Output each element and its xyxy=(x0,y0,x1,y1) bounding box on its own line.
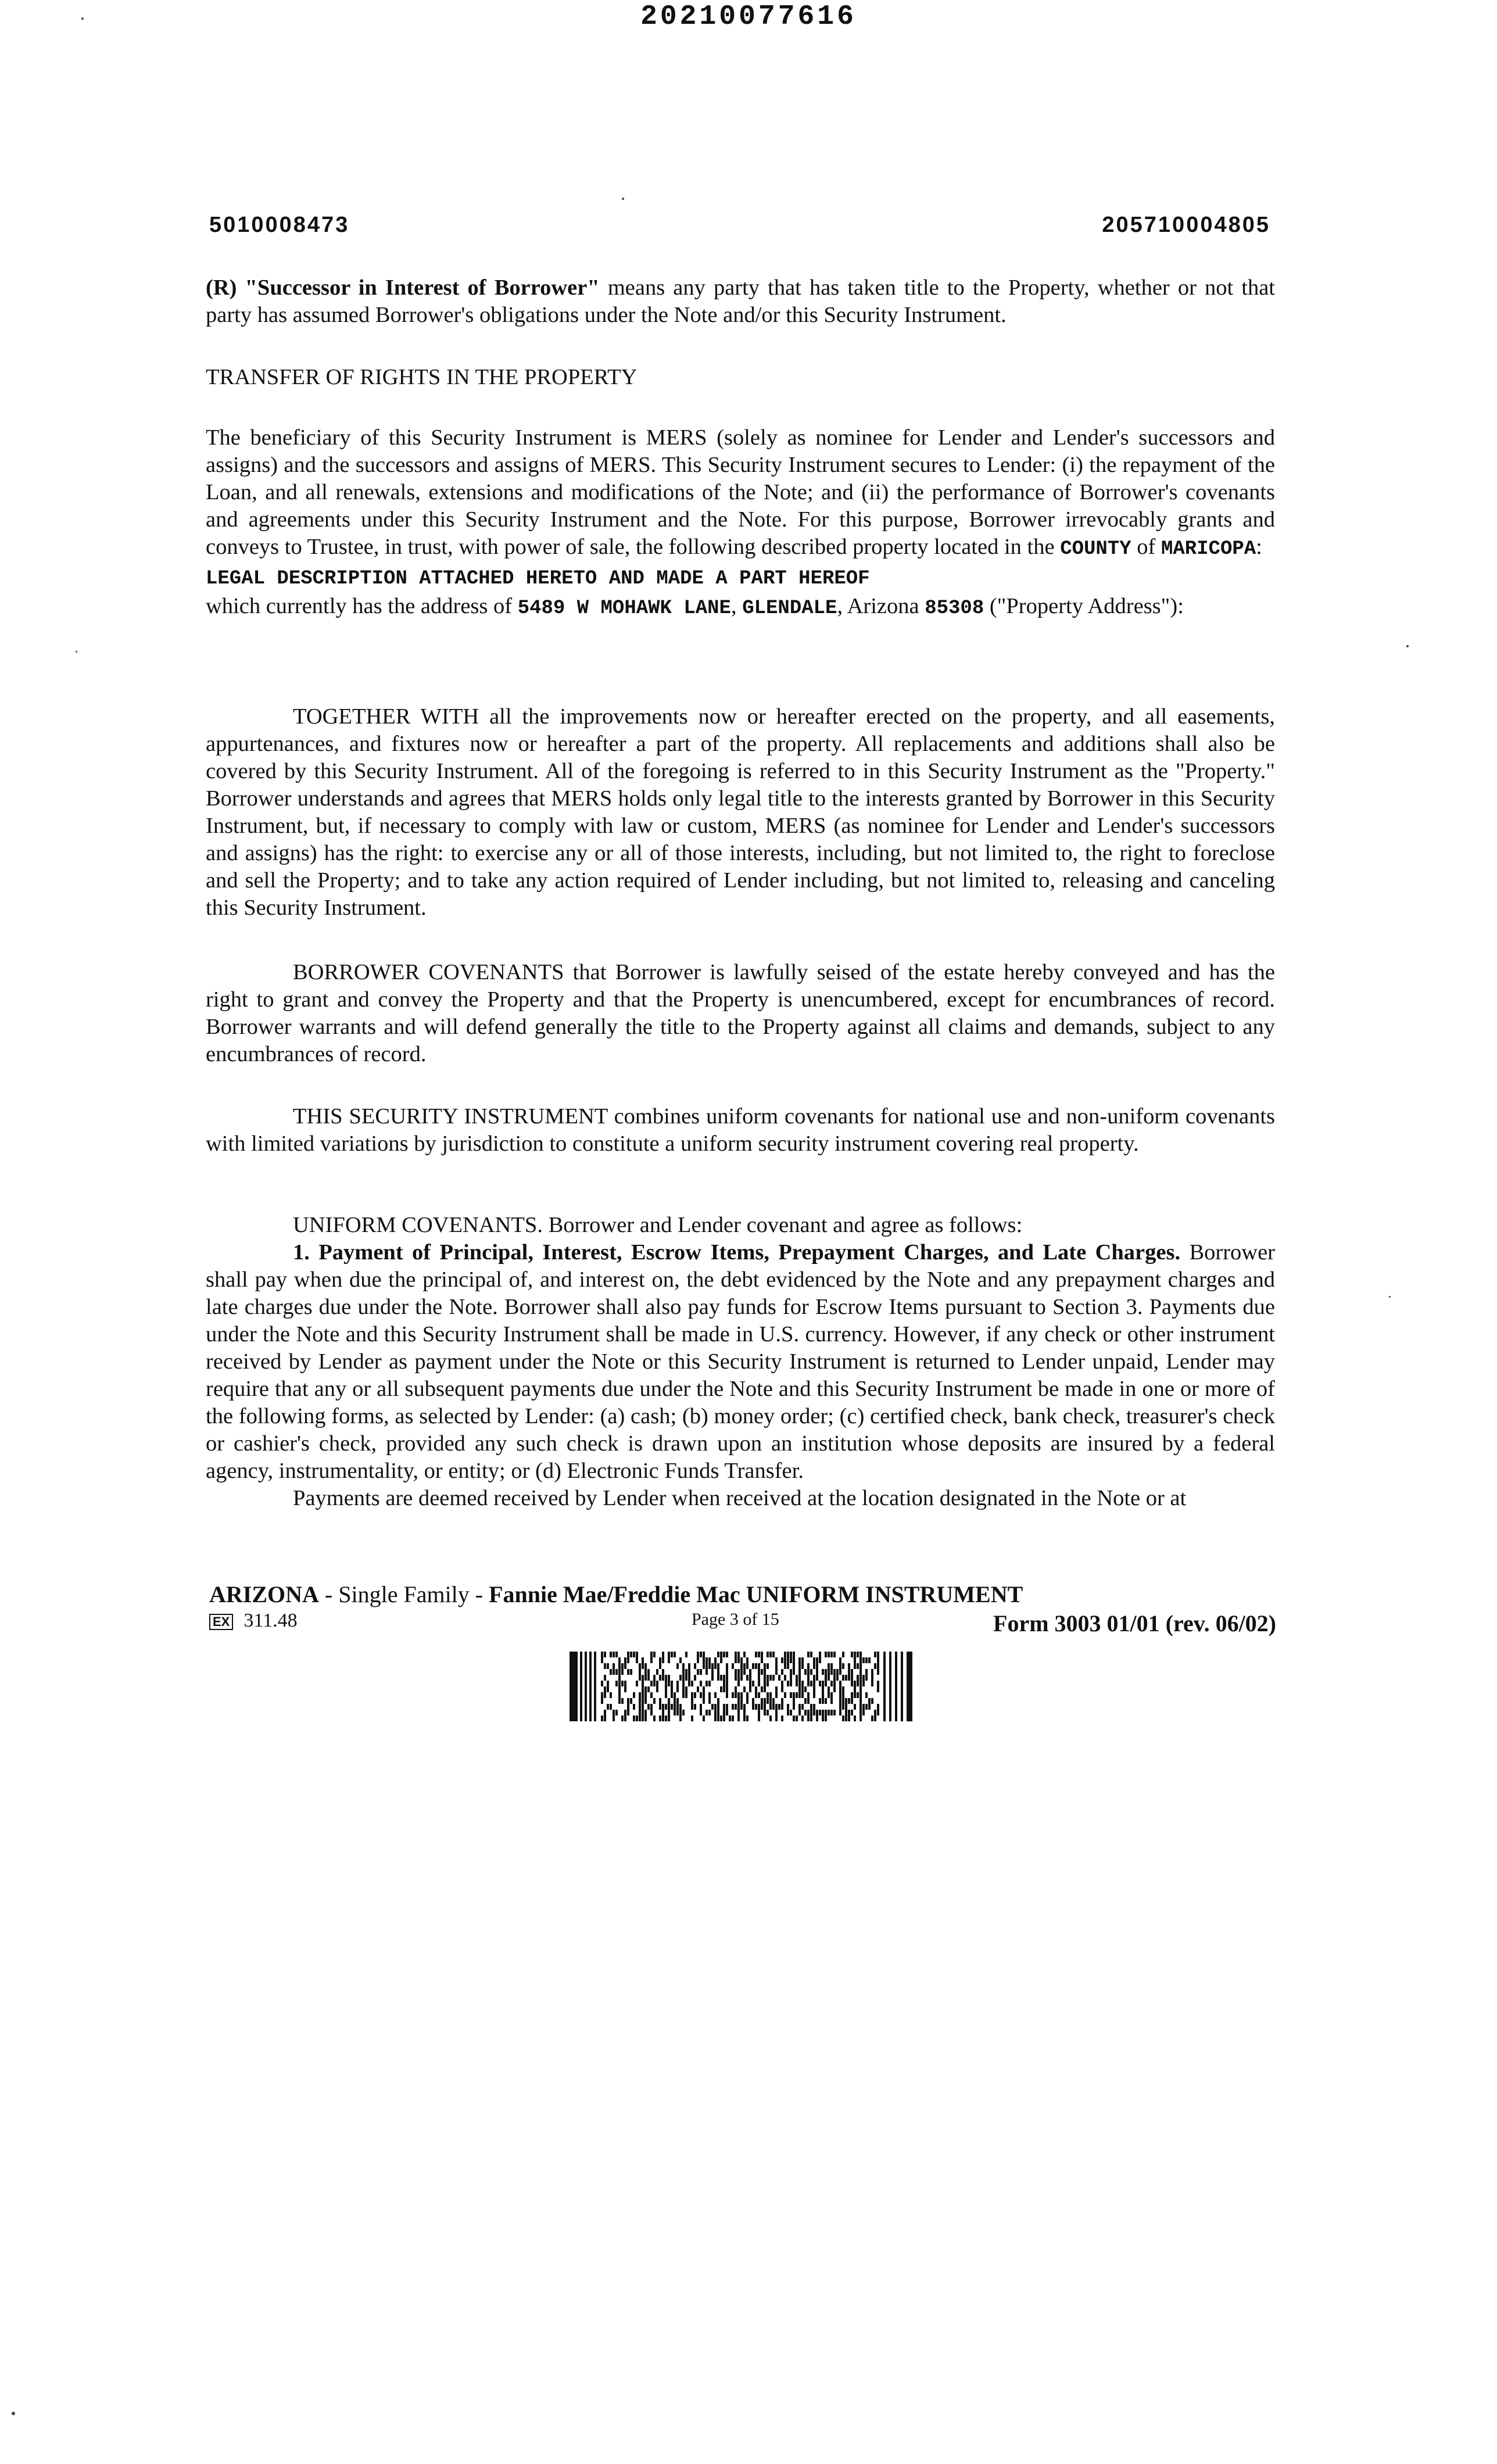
scan-speck xyxy=(76,651,77,653)
page-number: Page 3 of 15 xyxy=(692,1610,779,1629)
this-security-paragraph: THIS SECURITY INSTRUMENT combines uniform covenants for national use and non-uniform covenants with limited variations by jurisdiction to constitute a uniform security instrument covering real property. xyxy=(206,1104,1275,1156)
legal-description: LEGAL DESCRIPTION ATTACHED HERETO AND MADE A PART HEREOF xyxy=(206,568,870,590)
scan-speck xyxy=(1389,1296,1391,1298)
footer-title: ARIZONA - Single Family - Fannie Mae/Freddie Mac UNIFORM INSTRUMENT xyxy=(209,1581,1023,1607)
address-lead: which currently has the address of xyxy=(206,594,518,618)
min-number: 205710004805 xyxy=(1102,213,1270,237)
ex-logo-icon: EX xyxy=(209,1614,233,1630)
footer-row xyxy=(209,1610,1276,1639)
county-word: COUNTY xyxy=(1060,538,1131,560)
definition-r-text: means any party that has taken title to the Property, whether or not that party has assumed Borrower's obligations under the Note and/or this Security Instrument. xyxy=(206,275,1275,327)
definition-r xyxy=(206,274,1275,329)
together-paragraph: TOGETHER WITH all the improvements now or hereafter erected on the property, and all easements, appurtenances, and fixtures now or hereafter a part of the property. All replacements and additions shall also be covered by this Security Instrument. All of the foregoing is referred to in this Security Instrument as the "Property." Borrower understands and agrees that MERS holds only legal title to the interests granted by Borrower in this Security Instrument, but, if necessary to comply with law or custom, MERS (as nominee for Lender and Lender's successors and assigns) has the right: to exercise any or all of those interests, including, but not limited to, the right to foreclose and sell the Property; and to take any action required of Lender including, but not limited to, releasing and canceling this Security Instrument. xyxy=(206,704,1275,920)
scan-speck xyxy=(1406,645,1409,647)
section1-title: 1. Payment of Principal, Interest, Escrow Items, Prepayment Charges, and Late Charges. xyxy=(293,1240,1181,1265)
scan-speck xyxy=(622,198,624,200)
transfer-text: The beneficiary of this Security Instrument is MERS (solely as nominee for Lender and Lender's successors and assigns) and the successors and assigns of MERS. This Security Instrument secures to Lender: (i) the repayment of the Loan, and all renewals, extensions and modifications of the Note; and (ii) the performance of Borrower's covenants and agreements under this Security Instrument and the Note. For this purpose, Borrower irrevocably grants and conveys to Trustee, in trust, with power of sale, the following described property located in the xyxy=(206,425,1275,559)
form-number: Form 3003 01/01 (rev. 06/02) xyxy=(993,1610,1276,1636)
recording-number: 20210077616 xyxy=(640,1,857,33)
barcode-image xyxy=(570,1652,912,1721)
scan-speck xyxy=(12,2412,15,2415)
property-street: 5489 W MOHAWK LANE xyxy=(517,597,731,619)
transfer-heading: TRANSFER OF RIGHTS IN THE PROPERTY xyxy=(206,365,638,389)
scan-speck xyxy=(81,17,84,20)
transfer-paragraph: The beneficiary of this Security Instrument is MERS (solely as nominee for Lender and Lender's successors and assigns) and the successors and assigns of MERS. This Security Instrument secures to Lender: (i) the repayment of the Loan, and all renewals, extensions and modifications of the Note; and (ii) the performance of Borrower's covenants and agreements under this Security Instrument and the Note. For this purpose, Borrower irrevocably grants and conveys to Trustee, in trust, with power of sale, the following described property located in the COUNTY of MARICOPA: LEGAL DESCRIPTION ATTACHED HERETO AND MADE A PART HEREOF which currently has the address of 5489 W MOHAWK LANE, GLENDALE, Arizona 85308 ("Property Address"): xyxy=(206,425,1275,619)
uniform-covenants-paragraph: UNIFORM COVENANTS. Borrower and Lender covenant and agree as follows: 1. Payment of Principal, Interest, Escrow Items, Prepayment Charges, and Late Charges. Borrower shall pay when due the principal of, and interest on, the debt evidenced by the Note and any prepayment charges and late charges due under the Note. Borrower shall also pay funds for Escrow Items pursuant to Section 3. Payments due under the Note and this Security Instrument shall be made in U.S. currency. However, if any check or other instrument received by Lender as payment under the Note or this Security Instrument is returned to Lender unpaid, Lender may require that any or all subsequent payments due under the Note and this Security Instrument be made in one or more of the following forms, as selected by Lender: (a) cash; (b) money order; (c) certified check, bank check, treasurer's check or cashier's check, provided any such check is drawn upon an institution whose deposits are insured by a federal agency, instrumentality, or entity; or (d) Electronic Funds Transfer. Payments are deemed received by Lender when received at the location designated in the Note or at xyxy=(206,1212,1275,1512)
property-zip: 85308 xyxy=(925,597,984,619)
definition-r-label: (R) "Successor in Interest of Borrower" xyxy=(206,275,600,300)
county-name: MARICOPA xyxy=(1161,538,1256,560)
property-city: GLENDALE xyxy=(742,597,837,619)
form-code: 311.48 xyxy=(243,1610,298,1631)
borrower-covenants-paragraph: BORROWER COVENANTS that Borrower is lawfully seised of the estate hereby conveyed and has the right to grant and convey the Property and that the Property is unencumbered, except for encumbrances of record. Borrower warrants and will defend generally the title to the Property against all claims and demands, subject to any encumbrances of record. xyxy=(206,960,1275,1066)
loan-number: 5010008473 xyxy=(209,213,350,237)
section1-text: Borrower shall pay when due the principal of, and interest on, the debt evidenced by the Note and any prepayment charges and late charges due under the Note. Borrower shall also pay funds for Escrow Items pursuant to Section 3. Payments due under the Note and this Security Instrument shall be made in U.S. currency. However, if any check or other instrument received by Lender as payment under the Note or this Security Instrument is returned to Lender unpaid, Lender may require that any or all subsequent payments due under the Note and this Security Instrument be made in one or more of the following forms, as selected by Lender: (a) cash; (b) money order; (c) certified check, bank check, treasurer's check or cashier's check, provided any such check is drawn upon an institution whose deposits are insured by a federal agency, instrumentality, or entity; or (d) Electronic Funds Transfer. xyxy=(206,1240,1275,1483)
payments-deemed: Payments are deemed received by Lender when received at the location designated in the Note or at xyxy=(293,1486,1187,1510)
